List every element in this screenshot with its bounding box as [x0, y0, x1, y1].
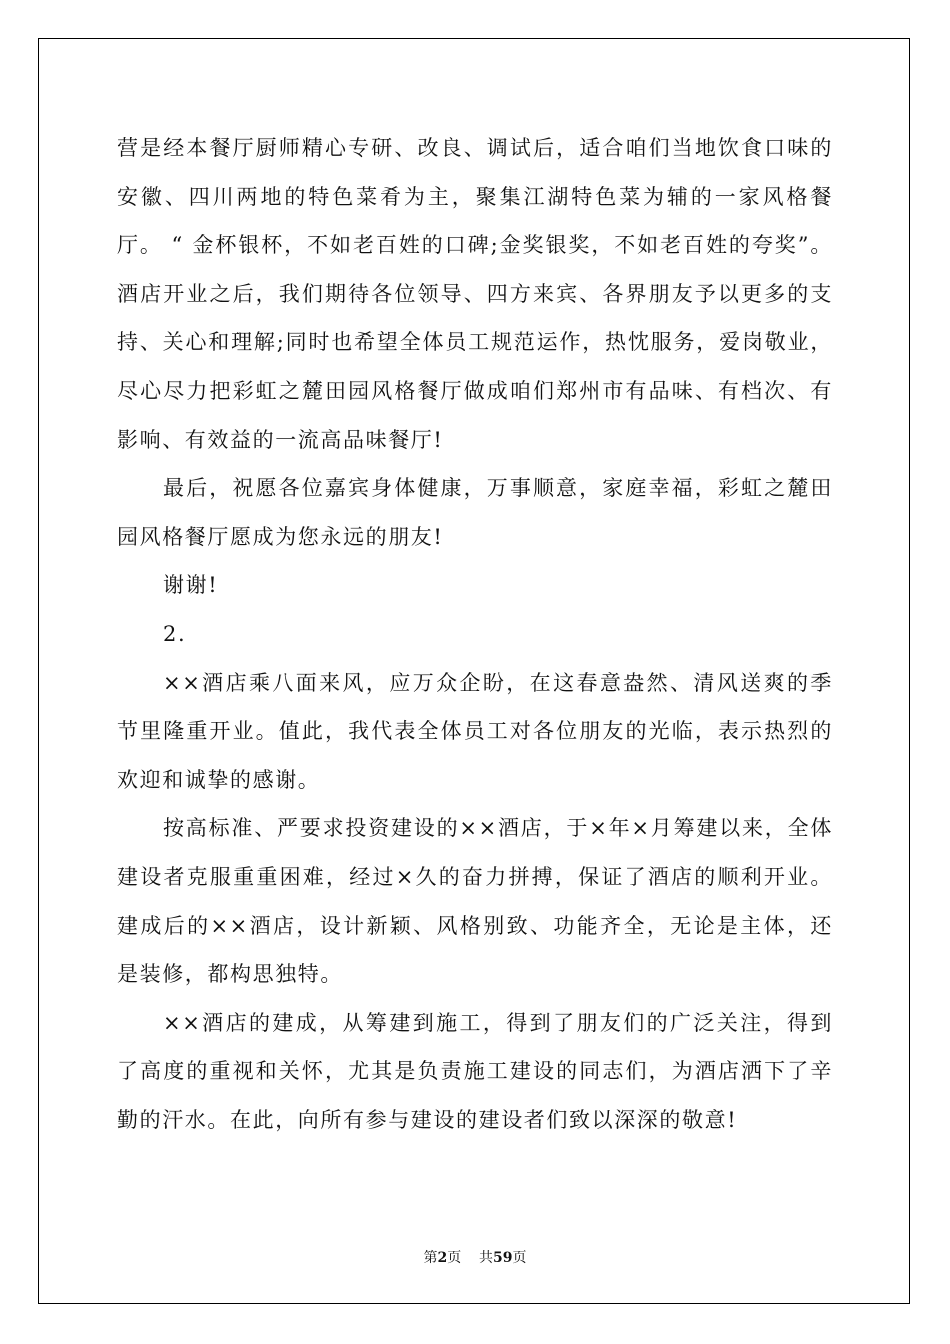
- page-number: 2: [437, 1250, 448, 1266]
- page-prefix: 第: [423, 1250, 438, 1266]
- total-suffix: 页: [512, 1250, 527, 1266]
- page-footer: [0, 1247, 950, 1267]
- paragraph: 营是经本餐厅厨师精心专研、改良、调试后，适合咱们当地饮食口味的安徽、四川两地的特色菜肴为主，聚集江湖特色菜为辅的一家风格餐厅。 “ 金杯银杯，不如老百姓的口碑;金奖银奖，不如老百姓的夸奖”。酒店开业之后，我们期待各位领导、四方来宾、各界朋友予以更多的支持、关心和理解;同时也希望全体员工规范运作，热忱服务，爱岗敬业，尽心尽力把彩虹之麓田园风格餐厅做成咱们郑州市有品味、有档次、有影响、有效益的一流高品味餐厅!: [117, 136, 833, 452]
- paragraph: 按高标准、严要求投资建设的××酒店，于×年×月筹建以来，全体建设者克服重重困难，经过×久的奋力拼搏，保证了酒店的顺利开业。建成后的××酒店，设计新颖、风格别致、功能齐全，无论是主体，还是装修，都构思独特。: [117, 816, 833, 987]
- total-pages: 59: [493, 1250, 513, 1266]
- paragraph: 最后，祝愿各位嘉宾身体健康，万事顺意，家庭幸福，彩虹之麓田园风格餐厅愿成为您永远的朋友!: [117, 476, 833, 549]
- paragraph: ××酒店的建成，从筹建到施工，得到了朋友们的广泛关注，得到了高度的重视和关怀，尤其是负责施工建设的同志们，为酒店洒下了辛勤的汗水。在此，向所有参与建设的建设者们致以深深的敬意!: [117, 1010, 833, 1132]
- document-body: [117, 124, 833, 1144]
- paragraph: ××酒店乘八面来风，应万众企盼，在这春意盎然、清风送爽的季节里隆重开业。值此，我代表全体员工对各位朋友的光临，表示热烈的欢迎和诚挚的感谢。: [117, 670, 833, 792]
- page-suffix: 页: [447, 1250, 462, 1266]
- paragraph: 谢谢!: [163, 573, 219, 598]
- total-prefix: 共: [479, 1250, 494, 1266]
- section-number: 2.: [163, 621, 187, 646]
